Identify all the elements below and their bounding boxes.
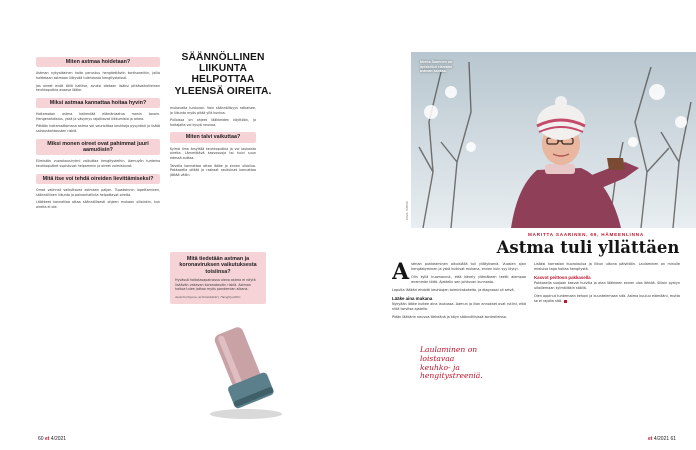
body-paragraph: Talvella kannattaa ottaa lääke jo ennen ulkoilua. Pakkasella pitkät ja raskaat rasitukset kannattaa jättää väliin. <box>170 163 256 177</box>
covid-info-box <box>170 252 266 304</box>
body-paragraph: Lääkkeet kannattaa ottaa säännöllisesti ohjeen mukaan silloinkin, kun oireita ei ole. <box>36 200 160 209</box>
photo-credit: KUVA: KIMMO <box>405 201 409 220</box>
question-box <box>36 98 160 108</box>
left-column-1 <box>36 52 160 434</box>
info-box-source: Asiantuntijana: erikoislääkäri, Hengitysliitto <box>175 295 241 299</box>
page-number: 61 <box>670 436 677 442</box>
page-folio-left <box>38 436 66 442</box>
body-paragraph: Pakkasella suojaan kasvot huivilla ja otan lääkkeen ennen ulos lähtöä. Silloin pystyn ulkoilemaan kylmälläkin säällä. <box>534 281 680 291</box>
body-paragraph: mukavalta tuntuvan. Vain säännöllisyys ratkaisee, ja liikunta myös pitää yllä kuntoa. <box>170 106 256 115</box>
article-headline: Astma tuli yllättäen <box>496 238 680 257</box>
article-byline: MARITTA SAARINEN, 69, HÄMEENLINNA <box>528 232 644 237</box>
magazine-logo: et <box>648 436 653 442</box>
article-subheading: Lääke aina mukana <box>392 295 433 301</box>
question-box <box>36 139 160 156</box>
pull-quote: SÄÄNNÖLLINEN LIIKUNTA HELPOTTAA YLEENSÄ OIREITA. <box>174 52 272 97</box>
issue-number: 4/2021 <box>653 436 670 442</box>
body-paragraph: Kylmä ilma ärsyttää keuhkoputkia ja voi laukaista oireita. Lämmittävä kasvosuoja tai huivi suun edessä auttaa. <box>170 146 256 160</box>
question-box <box>36 174 160 184</box>
article-column-2 <box>534 262 680 432</box>
question-heading: Miten talvi vaikuttaa? <box>185 134 241 141</box>
body-paragraph: Lisäksi harrastan kuorolaulua ja liikun ulkona päivittäin. Laulaminen on minulle mieluisa tapa hoitaa hengitystä. <box>534 262 680 271</box>
body-paragraph: Lopulta lääkäri ehdotti keuhkojen toimintakokeita, ja diagnoosi oli selvä. <box>392 287 515 292</box>
left-column-2 <box>170 106 256 246</box>
magazine-logo: et <box>44 436 50 442</box>
body-paragraph: Pulloissa on ohjeet lääkkeiden käyttöön, ja hoitajalta voi kysyä neuvoa. <box>170 118 256 127</box>
info-box-title: Mitä tiedetään astman ja koronaviruksen vaikutuksesta toisiinsa? <box>179 256 257 275</box>
question-box <box>170 132 256 142</box>
body-paragraph: Hoitamaton astma heikentää elämänlaatua monin tavoin. Hengenahdistus, yskä ja väsymys rajoittavat liikkumista ja arkea. <box>36 112 160 121</box>
article-subheading: Kasvot peittoon pakkasella <box>534 274 591 280</box>
body-paragraph: stman puhkeaminen aikuisiällä tuli yllätyksenä. Vuosien ajan hengästyminen ja yskä kulkivat mukana, ennen kuin syy löytyi. <box>411 262 526 271</box>
info-box-body: Hyvässä hoitotasapainossa oleva astma ei näytä lisäävän vakavan koronataudin riskiä. Astman hoitoa tulee jatkaa myös pandemian aikana. <box>175 278 256 292</box>
page-number: 60 <box>38 436 44 442</box>
body-paragraph: Olin kyllä huomannut, että kävely ylämäkeen teetti aiempaa enemmän töitä. Ajattelin sen johtuvan kunnosta. <box>411 274 526 284</box>
body-paragraph: Astman nykyaikainen hoito perustuu hengitettäviin kortisoneihin, joilla hoidetaan astmaan liittyvää tulehdusta hengitysteissä. <box>36 71 160 80</box>
winter-portrait-image <box>411 52 696 228</box>
question-heading: Miksi monen oireet ovat pahimmat juuri aamuöisin? <box>47 140 149 153</box>
body-paragraph: Nykyään lääke kulkee aina laukussa. Aamun ja illan annokset ovat rutiini, eikä niitä tarvitse ajatella. <box>392 302 526 312</box>
end-mark <box>564 300 567 303</box>
question-box <box>36 57 160 67</box>
article-pull-quote: Laulaminen on loistavaa keuhko- ja hengitystreeniä. <box>420 345 483 381</box>
right-page <box>348 0 696 450</box>
portrait-photo <box>411 52 696 228</box>
body-paragraph: Olen oppinut tuntemaan kehoni ja kuuntelemaan sitä. Astma kuuluu elämääni, mutta se ei rajoita sitä. <box>534 294 680 304</box>
question-heading: Mitä itse voi tehdä oireiden lievittämiseksi? <box>42 175 154 182</box>
inhaler-shadow <box>210 409 282 419</box>
body-paragraph: Pidän lääkärin neuvoa tärkeänä ja käyn säännöllisissä kontrolleissa. <box>392 314 507 319</box>
issue-number: 4/2021 <box>50 436 67 442</box>
inhaler-illustration <box>202 320 294 420</box>
question-heading: Miksi astmaa kannattaa hoitaa hyvin? <box>49 99 147 106</box>
body-paragraph: Omat valinnat vaikuttavat astmaan paljon. Tupakoinnin lopettaminen, säännöllinen liikunta ja painonhallinta helpottavat oireita. <box>36 187 160 197</box>
question-heading: Miten astmaa hoidetaan? <box>65 59 131 65</box>
body-paragraph: Elimistön vuorokausirytmi vaikuttaa hengitysteihin. Aamuyön tunteina keuhkoputket supistuvat helpommin ja oireet voimistuvat. <box>36 159 160 168</box>
page-folio-right <box>648 436 676 442</box>
body-paragraph: Jos oireet eivät tällä hallitse, avuksi otetaan lisäksi pitkävaikutteinen keuhkoputkia avaava lääke. <box>36 83 160 93</box>
body-paragraph: Pitkään hoitamattomana astma voi vaurioittaa keuhkoja pysyvästi ja lisätä sairauskohtausten riskiä. <box>36 124 160 133</box>
drop-cap: A <box>392 262 410 285</box>
photo-caption: Merita Saarinen on opiskellut elämään astman kanssa. <box>420 60 453 74</box>
